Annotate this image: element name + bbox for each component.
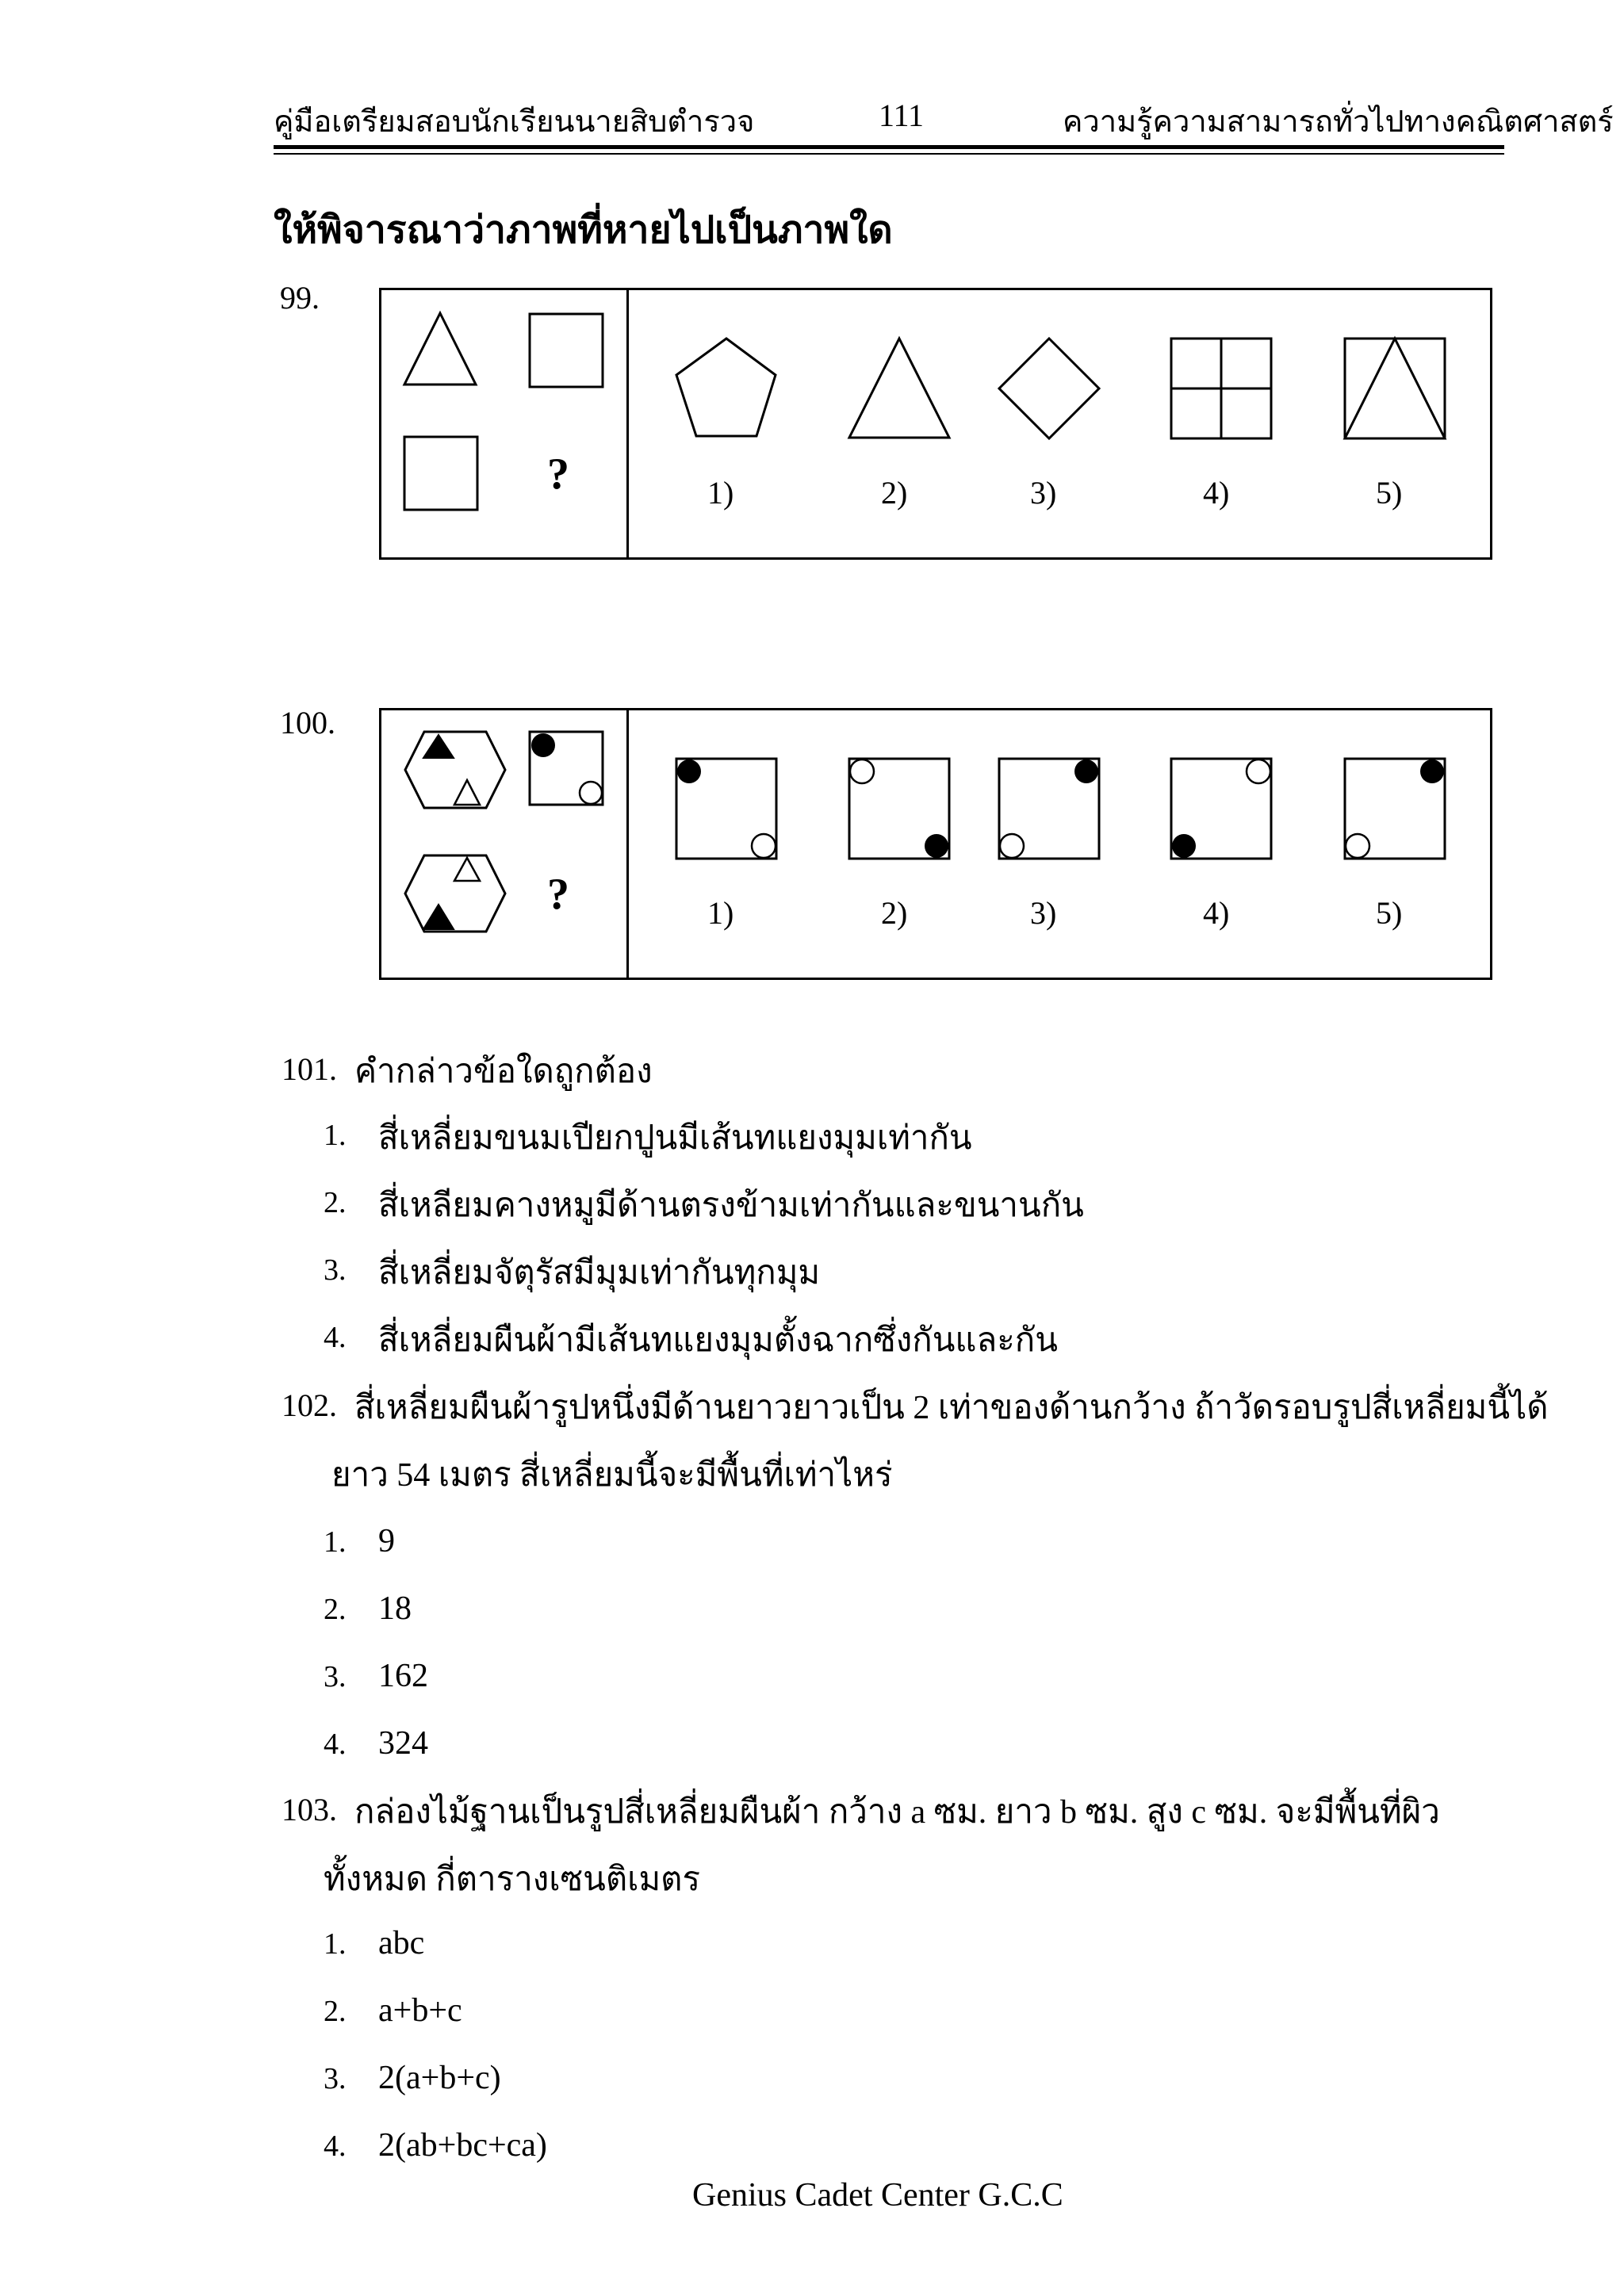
filled-triangle-icon (423, 735, 454, 758)
q99-divider (626, 290, 629, 557)
header-book-title: คู่มือเตรียมสอบนักเรียนนายสิบตำรวจ (274, 105, 755, 139)
q100-option-2-label: 2) (881, 895, 908, 931)
q101-choice-number: 1. (324, 1119, 347, 1152)
filled-triangle-icon (423, 905, 454, 929)
q103-choice-text: abc (378, 1925, 425, 1961)
page-number: 111 (879, 98, 925, 133)
q100-question-mark: ? (547, 870, 569, 919)
q101-choice-number: 3. (324, 1253, 347, 1287)
q99-option-2-label: 2) (881, 475, 908, 511)
q102-choice-text: 18 (378, 1590, 412, 1627)
q100-figure-box (379, 708, 1492, 980)
q103-choice-number: 1. (324, 1927, 347, 1961)
q99-question-mark: ? (547, 450, 569, 499)
triangle-in-square-icon (1345, 339, 1448, 442)
q103-question-line-1: กล่องไม้ฐานเป็นรูปสี่เหลี่ยมผืนผ้า กว้าง a ซม. ยาว b ซม. สูง c ซม. จะมีพื้นที่ผิว (354, 1794, 1440, 1831)
q100-option-5-figure (1345, 759, 1448, 862)
square-icon (404, 437, 484, 516)
open-triangle-icon (454, 780, 480, 805)
q103-number: 103. (282, 1792, 337, 1827)
q101-number: 101. (282, 1051, 337, 1087)
open-triangle-icon (454, 858, 480, 881)
footer-publisher: Genius Cadet Center G.C.C (692, 2177, 1063, 2214)
q102-question-line-1: สี่เหลี่ยมผืนผ้ารูปหนึ่งมีด้านยาวยาวเป็น 2 เท่าของด้านกว้าง ถ้าวัดรอบรูปสี่เหลี่ยมนี้ได้ (354, 1390, 1549, 1426)
q100-option-1-label: 1) (707, 895, 734, 931)
open-circle-icon (580, 782, 602, 804)
q102-question-line-2: ยาว 54 เมตร สี่เหลี่ยมนี้จะมีพื้นที่เท่าไหร่ (331, 1457, 893, 1494)
q101-choice-text: สี่เหลี่ยมจัตุรัสมีมุมเท่ากันทุกมุม (378, 1255, 821, 1292)
four-square-grid-icon (1171, 339, 1274, 442)
q102-choice-number: 4. (324, 1728, 347, 1761)
hexagon-icon (405, 732, 508, 811)
triangle-icon (404, 313, 484, 392)
hexagon-icon (405, 855, 508, 935)
q103-choice-text: 2(ab+bc+ca) (378, 2127, 547, 2164)
instruction-heading: ให้พิจารณาว่าภาพที่หายไปเป็นภาพใด (274, 209, 893, 251)
q101-choice-number: 4. (324, 1321, 347, 1354)
q103-choice-number: 2. (324, 1995, 347, 2028)
q102-choice-text: 324 (378, 1725, 428, 1762)
q103-question-line-2: ทั้งหมด กี่ตารางเซนติเมตร (324, 1862, 701, 1898)
q102-choice-text: 9 (378, 1523, 395, 1559)
q102-choice-number: 1. (324, 1525, 347, 1559)
square-with-circles-icon (530, 732, 609, 811)
q103-choice-text: a+b+c (378, 1992, 462, 2029)
q103-choice-number: 4. (324, 2130, 347, 2163)
triangle-icon (849, 339, 952, 442)
q99-figure-box (379, 288, 1492, 560)
pentagon-icon (676, 339, 779, 442)
q102-choice-text: 162 (378, 1658, 428, 1694)
q99-number: 99. (280, 280, 320, 316)
q99-option-1-label: 1) (707, 475, 734, 511)
q103-choice-number: 3. (324, 2062, 347, 2095)
q100-number: 100. (280, 705, 335, 740)
q102-number: 102. (282, 1387, 337, 1423)
q100-option-3-figure (999, 759, 1102, 862)
q101-choice-text: สี่เหลี่ยมขนมเปียกปูนมีเส้นทแยงมุมเท่ากัน (378, 1120, 972, 1157)
q100-option-4-label: 4) (1203, 895, 1230, 931)
filled-circle-icon (531, 733, 555, 757)
q101-choice-text: สี่เหลียมคางหมูมีด้านตรงข้ามเท่ากันและขนานกัน (378, 1188, 1084, 1224)
q102-choice-number: 3. (324, 1660, 347, 1693)
q100-option-2-figure (849, 759, 952, 862)
q99-option-5-label: 5) (1376, 475, 1403, 511)
q100-option-4-figure (1171, 759, 1274, 862)
header-subject: ความรู้ความสามารถทั่วไปทางคณิตศาสตร์ (1063, 105, 1614, 139)
q103-choice-text: 2(a+b+c) (378, 2060, 501, 2096)
q99-option-3-label: 3) (1030, 475, 1057, 511)
q100-divider (626, 710, 629, 978)
square-icon (530, 314, 609, 393)
q99-option-4-label: 4) (1203, 475, 1230, 511)
header-rule-thin (274, 153, 1504, 155)
diamond-icon (999, 339, 1102, 442)
header-rule-thick (274, 145, 1504, 149)
q101-choice-text: สี่เหลี่ยมผืนผ้ามีเส้นทแยงมุมตั้งฉากซึ่งกันและกัน (378, 1322, 1058, 1359)
q100-option-3-label: 3) (1030, 895, 1057, 931)
q101-question-text: คำกล่าวข้อใดถูกต้อง (354, 1054, 653, 1090)
q101-choice-number: 2. (324, 1186, 347, 1219)
q100-option-1-figure (676, 759, 779, 862)
q102-choice-number: 2. (324, 1593, 347, 1626)
q100-option-5-label: 5) (1376, 895, 1403, 931)
